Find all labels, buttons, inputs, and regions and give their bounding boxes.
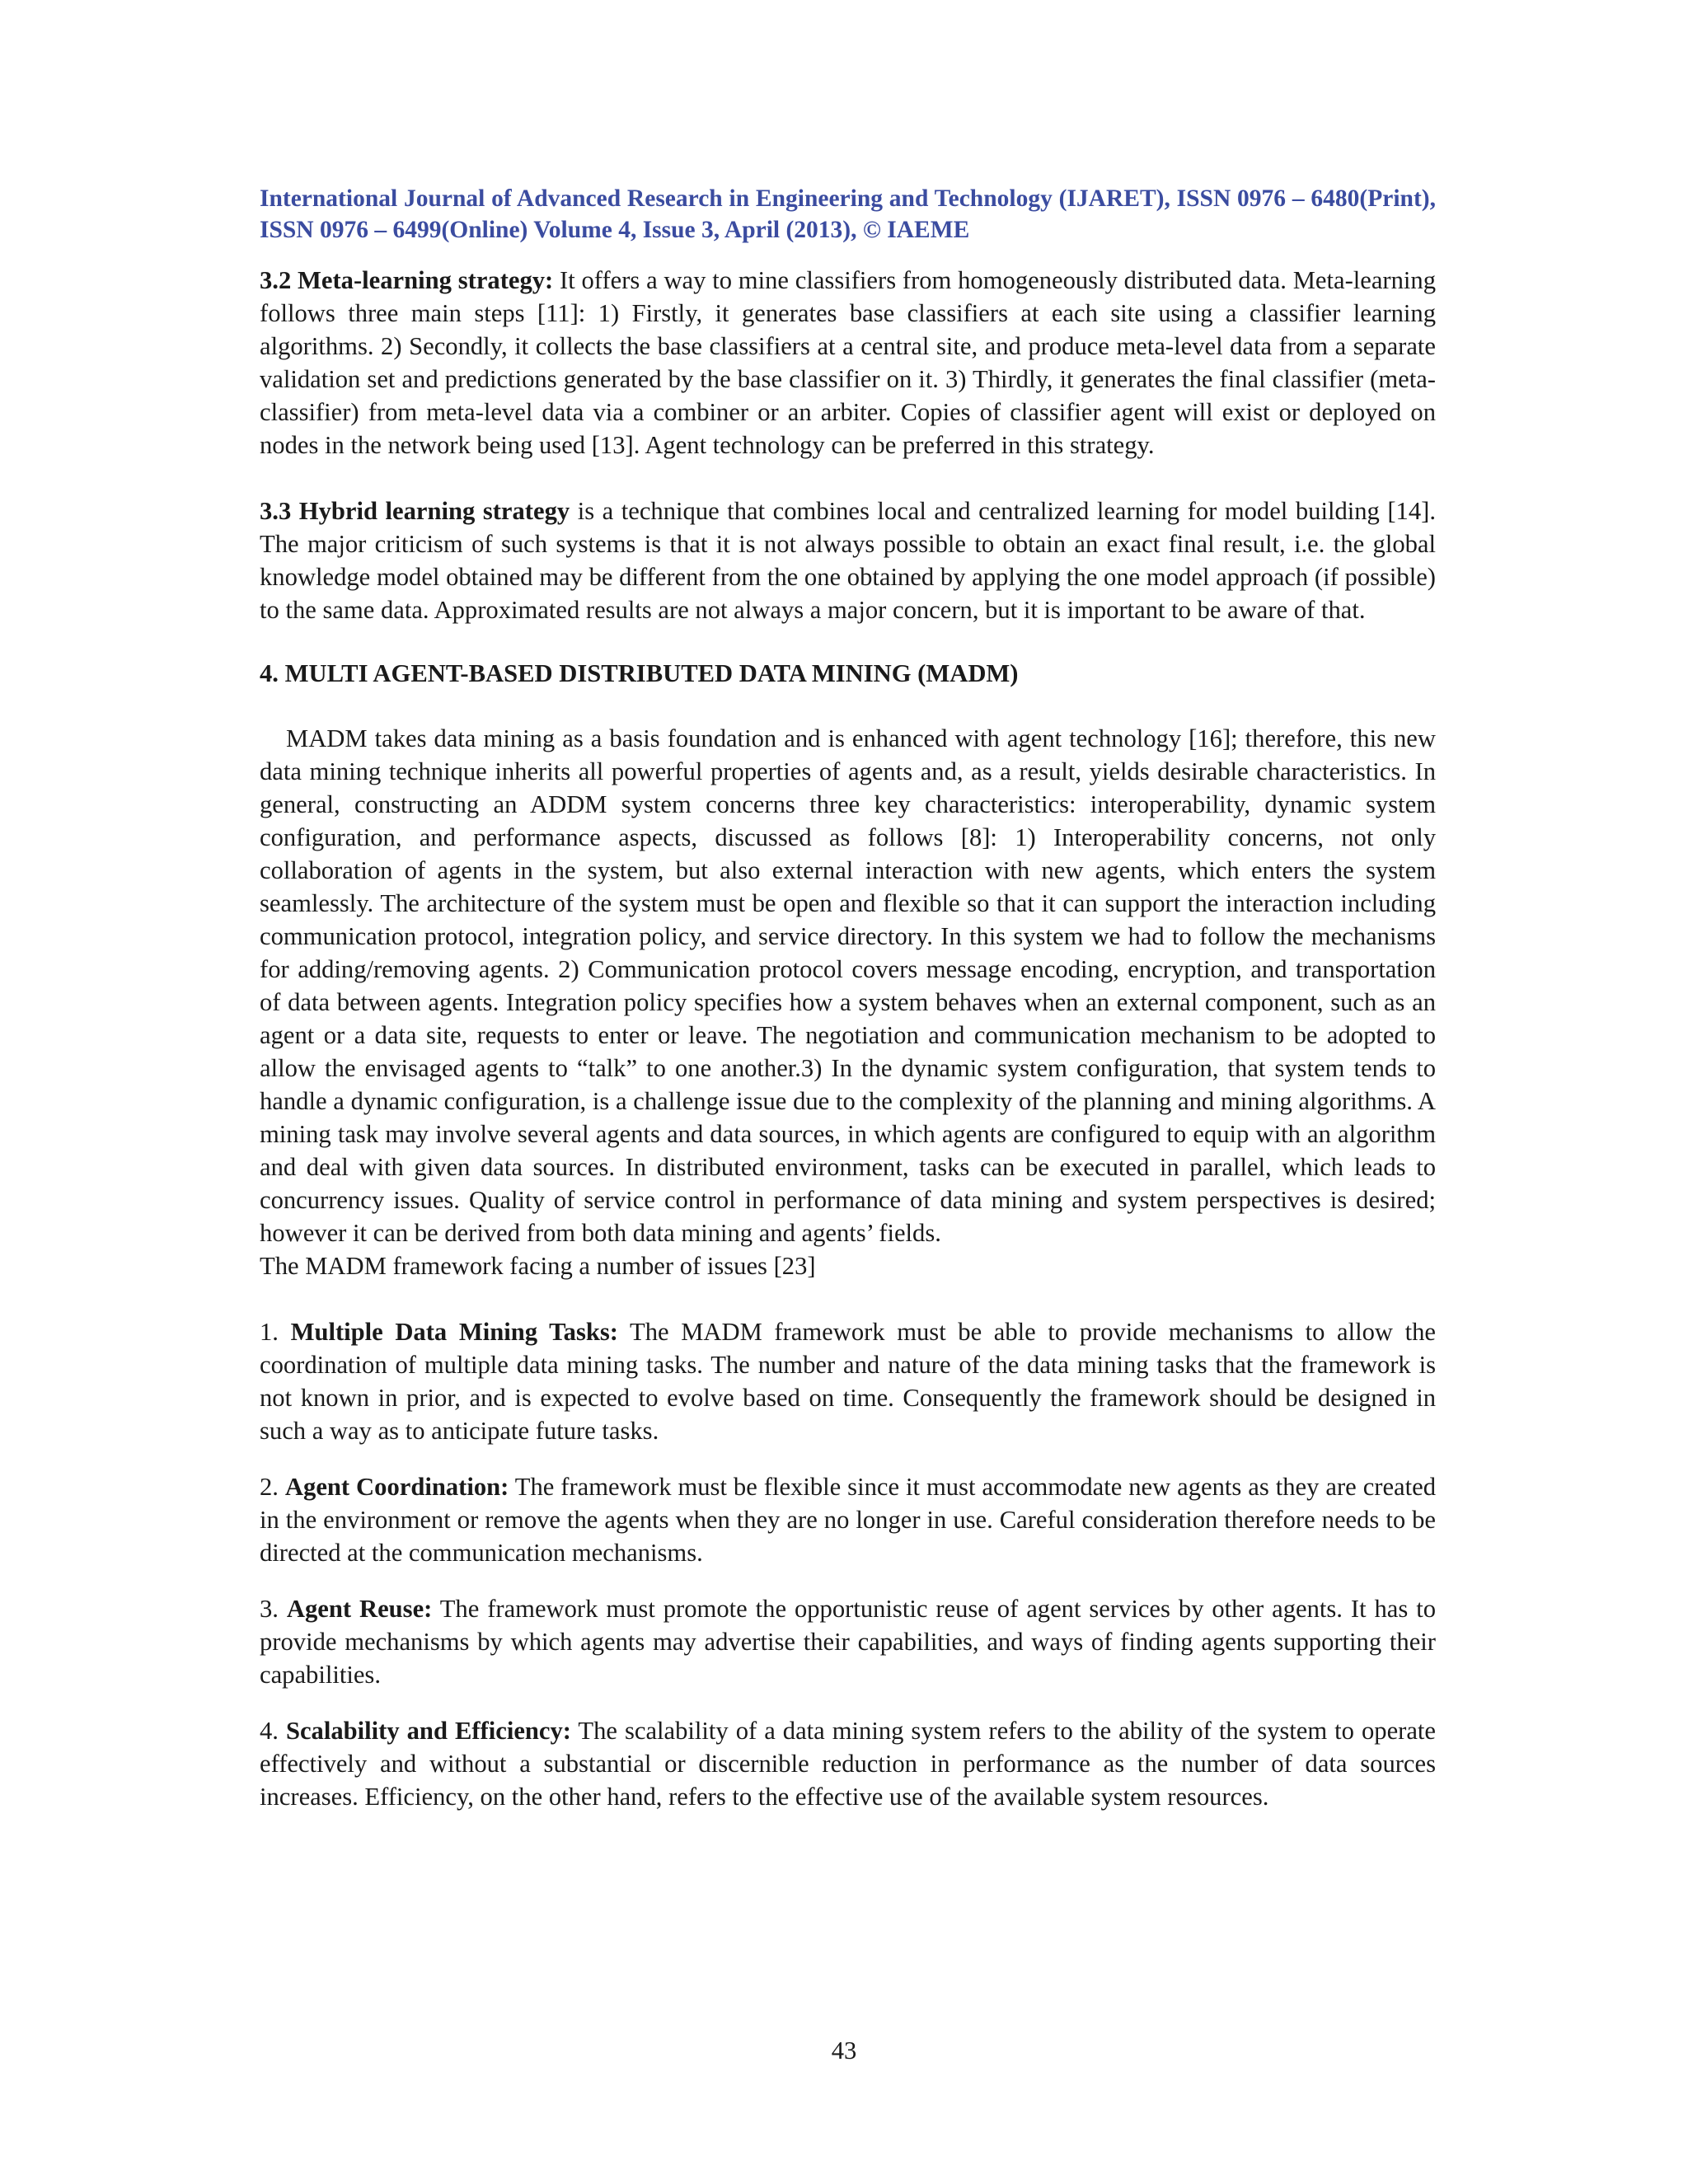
issue-item-3 (260, 1592, 1436, 1691)
issue-title: Multiple Data Mining Tasks: (290, 1318, 618, 1346)
section-3-2-paragraph (260, 264, 1436, 462)
issue-item-1 (260, 1315, 1436, 1447)
issues-intro: The MADM framework facing a number of issues [23] (260, 1252, 816, 1280)
section-3-2-text: It offers a way to mine classifiers from homogeneously distributed data. Meta-learning follows three main steps [11]: 1) Firstly, it generates base classifiers at each site using a classifier learning algorithms. 2) Secondly, it collects the base classifiers at a central site, and produce meta-level data from a separate validation set and predictions generated by the base classifier on it. 3) Thirdly, it generates the final classifier (meta-classifier) from meta-level data via a combiner or an arbiter. Copies of classifier agent will exist or deployed on nodes in the network being used [13]. Agent technology can be preferred in this strategy. (260, 266, 1436, 459)
issue-text: The framework must be flexible since it must accommodate new agents as they are created in the environment or remove the agents when they are no longer in use. Careful consideration therefore needs to be directed at the communication mechanisms. (260, 1473, 1437, 1567)
issue-text: The framework must promote the opportunistic reuse of agent services by other agents. It has to provide mechanisms by which agents may advertise their capabilities, and ways of finding agents supporting their capabilities. (260, 1595, 1436, 1689)
section-3-2-heading: 3.2 Meta-learning strategy: (260, 266, 554, 294)
issue-title: Agent Coordination: (284, 1473, 509, 1501)
page-content (260, 183, 1436, 1813)
issue-number: 2. (260, 1473, 285, 1501)
issue-text: The scalability of a data mining system refers to the ability of the system to operate effectively and without a substantial or discernible reduction in performance as the number of data sources increases. Efficiency, on the other hand, refers to the effective use of the available system resources. (260, 1717, 1436, 1811)
issue-title: Agent Reuse: (286, 1595, 433, 1623)
issue-number: 3. (260, 1595, 287, 1623)
section-4-body: MADM takes data mining as a basis foundation and is enhanced with agent technology [16]; therefore, this new data mining technique inherits all powerful properties of agents and, as a result, yields desirable characteristics. In general, constructing an ADDM system concerns three key characteristics: interoperability, dynamic system configuration, and performance aspects, discussed as follows [8]: 1) Interoperability concerns, not only collaboration of agents in the system, but also external interaction with new agents, which enters the system seamlessly. The architecture of the system must be open and flexible so that it can support the interaction including communication protocol, integration policy, and service directory. In this system we had to follow the mechanisms for adding/removing agents. 2) Communication protocol covers message encoding, encryption, and transportation of data between agents. Integration policy specifies how a system behaves when an external component, such as an agent or a data site, requests to enter or leave. The negotiation and communication mechanism to be adopted to allow the envisaged agents to “talk” to one another.3) In the dynamic system configuration, that system tends to handle a dynamic configuration, is a challenge issue due to the complexity of the planning and mining algorithms. A mining task may involve several agents and data sources, in which agents are configured to equip with an algorithm and deal with given data sources. In distributed environment, tasks can be executed in parallel, which leads to concurrency issues. Quality of service control in performance of data mining and system perspectives is desired; however it can be derived from both data mining and agents’ fields. (260, 724, 1436, 1247)
issue-title: Scalability and Efficiency: (285, 1717, 571, 1745)
issue-text: The MADM framework must be able to provide mechanisms to allow the coordination of multiple data mining tasks. The number and nature of the data mining tasks that the framework is not known in prior, and is expected to evolve based on time. Consequently the framework should be designed in such a way as to anticipate future tasks. (260, 1318, 1436, 1445)
issue-item-4 (260, 1714, 1436, 1813)
section-4-heading: 4. MULTI AGENT-BASED DISTRIBUTED DATA MINING (MADM) (260, 659, 1019, 687)
section-3-3-text: is a technique that combines local and centralized learning for model building [14]. The major criticism of such systems is that it is not always possible to obtain an exact final result, i.e. the global knowledge model obtained may be different from the one obtained by applying the one model approach (if possible) to the same data. Approximated results are not always a major concern, but it is important to be aware of that. (260, 497, 1436, 624)
section-3-3-heading: 3.3 Hybrid learning strategy (260, 497, 570, 525)
issue-number: 4. (260, 1717, 286, 1745)
page-number: 43 (831, 2036, 857, 2064)
journal-header: International Journal of Advanced Research in Engineering and Technology (IJARET), ISSN 0976 – 6480(Print), ISSN 0976 – 6499(Online) Volume 4, Issue 3, April (2013), © IAEME (260, 185, 1436, 243)
section-3-3-paragraph (260, 494, 1436, 626)
issue-item-2 (260, 1470, 1436, 1569)
issue-number: 1. (260, 1318, 291, 1346)
